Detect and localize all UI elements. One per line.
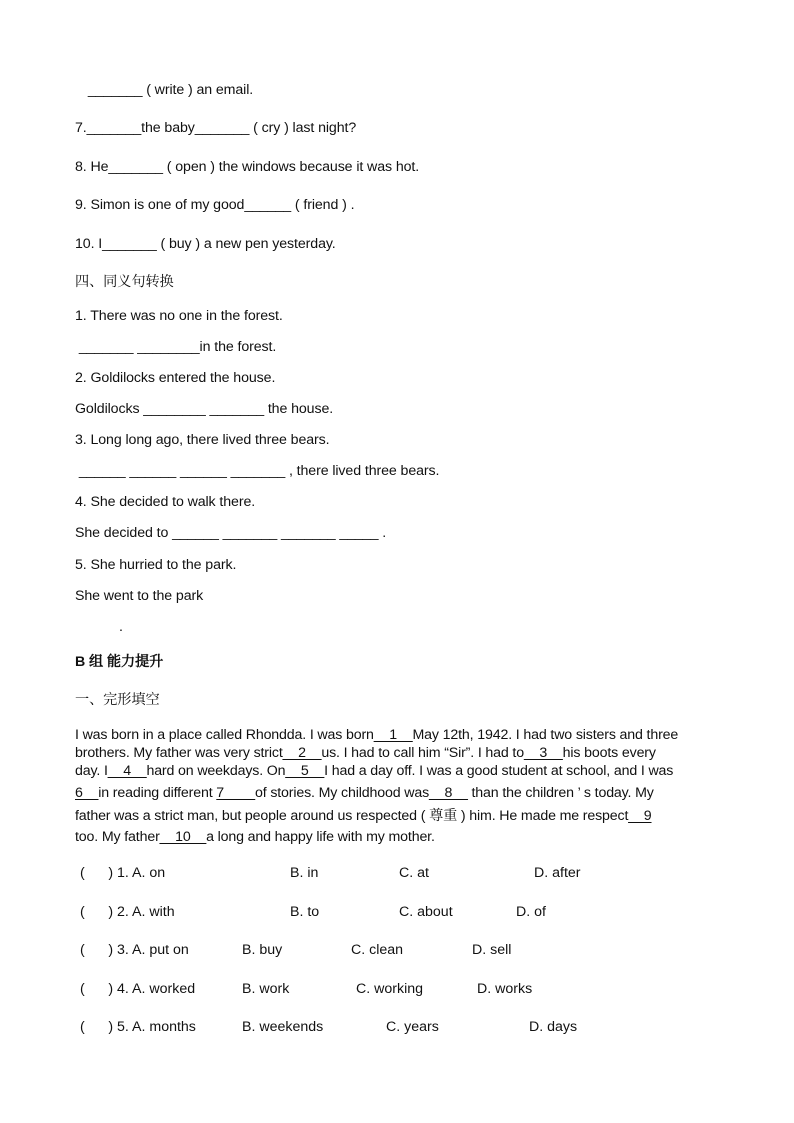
- question-5-option-d[interactable]: D. days: [529, 1019, 578, 1035]
- question-4-option-d[interactable]: D. works: [477, 981, 533, 997]
- synonym-question-3: 3. Long long ago, there lived three bears.: [75, 432, 330, 448]
- question-2-option-d[interactable]: D. of: [516, 904, 546, 920]
- synonym-answer-3: ______ ______ ______ _______ , there lived three bears.: [75, 463, 440, 479]
- synonym-question-4: 4. She decided to walk there.: [75, 494, 256, 510]
- blank-6: 6__: [75, 784, 99, 801]
- exercise-item-9: 9. Simon is one of my good______ ( friend ) .: [75, 197, 355, 213]
- trailing-period: .: [119, 619, 123, 635]
- group-b-title: B 组 能力提升: [75, 654, 164, 670]
- question-2-option-a[interactable]: ( ) 2. A. with: [80, 904, 175, 920]
- question-4-option-b[interactable]: B. work: [242, 981, 290, 997]
- blank-3: __3__: [523, 745, 563, 762]
- blank-5: __5__: [285, 763, 325, 780]
- passage-line-3: day. I__4__hard on weekdays. On__5__I had a day off. I was a good student at school, and I was: [75, 763, 674, 780]
- question-5-option-c[interactable]: C. years: [386, 1019, 439, 1035]
- question-4-option-a[interactable]: ( ) 4. A. worked: [80, 981, 196, 997]
- question-1-option-c[interactable]: C. at: [399, 865, 429, 881]
- exercise-item-8: 8. He_______ ( open ) the windows because it was hot.: [75, 159, 420, 175]
- question-3-option-b[interactable]: B. buy: [242, 942, 283, 958]
- question-1-option-a[interactable]: ( ) 1. A. on: [80, 865, 166, 881]
- synonym-answer-2: Goldilocks ________ _______ the house.: [75, 401, 334, 417]
- exercise-item-6-continued: _______ ( write ) an email.: [84, 82, 254, 98]
- synonym-question-2: 2. Goldilocks entered the house.: [75, 370, 276, 386]
- cloze-passage: [75, 726, 723, 846]
- passage-line-4: 6__in reading different 7____of stories. My childhood was__8__ than the children ’ s today. My: [75, 784, 654, 801]
- blank-2: __2__: [282, 745, 322, 762]
- section-title-cloze: 一、完形填空: [75, 692, 160, 708]
- synonym-question-1: 1. There was no one in the forest.: [75, 308, 283, 324]
- passage-line-2: brothers. My father was very strict__2__us. I had to call him “Sir”. I had to__3__his boots every: [75, 745, 656, 762]
- passage-line-1: I was born in a place called Rhondda. I was born__1__May 12th, 1942. I had two sisters and three: [75, 727, 679, 743]
- question-3-option-c[interactable]: C. clean: [351, 942, 404, 958]
- question-2-option-b[interactable]: B. to: [290, 904, 320, 920]
- blank-10: __10__: [159, 829, 207, 846]
- passage-line-6: too. My father__10__a long and happy life with my mother.: [75, 829, 435, 846]
- synonym-answer-1: _______ ________in the forest.: [75, 339, 277, 355]
- question-5-option-a[interactable]: ( ) 5. A. months: [80, 1019, 196, 1035]
- synonym-answer-5: She went to the park: [75, 588, 204, 604]
- question-2-option-c[interactable]: C. about: [399, 904, 453, 920]
- question-3-option-d[interactable]: D. sell: [472, 942, 512, 958]
- question-4-option-c[interactable]: C. working: [356, 981, 424, 997]
- blank-8: __8__: [429, 784, 468, 801]
- synonym-answer-4: She decided to ______ _______ _______ _____ .: [75, 525, 387, 541]
- question-3-option-a[interactable]: ( ) 3. A. put on: [80, 942, 189, 958]
- question-1-option-d[interactable]: D. after: [534, 865, 581, 881]
- blank-7: 7____: [216, 784, 255, 801]
- question-5-option-b[interactable]: B. weekends: [242, 1019, 324, 1035]
- exercise-item-10: 10. I_______ ( buy ) a new pen yesterday.: [75, 236, 336, 252]
- passage-line-5: father was a strict man, but people around us respected ( 尊重 ) him. He made me respect__9: [75, 807, 652, 824]
- exercise-item-7: 7._______the baby_______ ( cry ) last night?: [75, 120, 357, 136]
- blank-4: __4__: [107, 763, 147, 780]
- question-1-option-b[interactable]: B. in: [290, 865, 319, 881]
- blank-1: __1__: [373, 727, 413, 743]
- blank-9: __9: [628, 807, 652, 824]
- section-title-synonym-transform: 四、同义句转换: [75, 274, 174, 290]
- synonym-question-5: 5. She hurried to the park.: [75, 557, 237, 573]
